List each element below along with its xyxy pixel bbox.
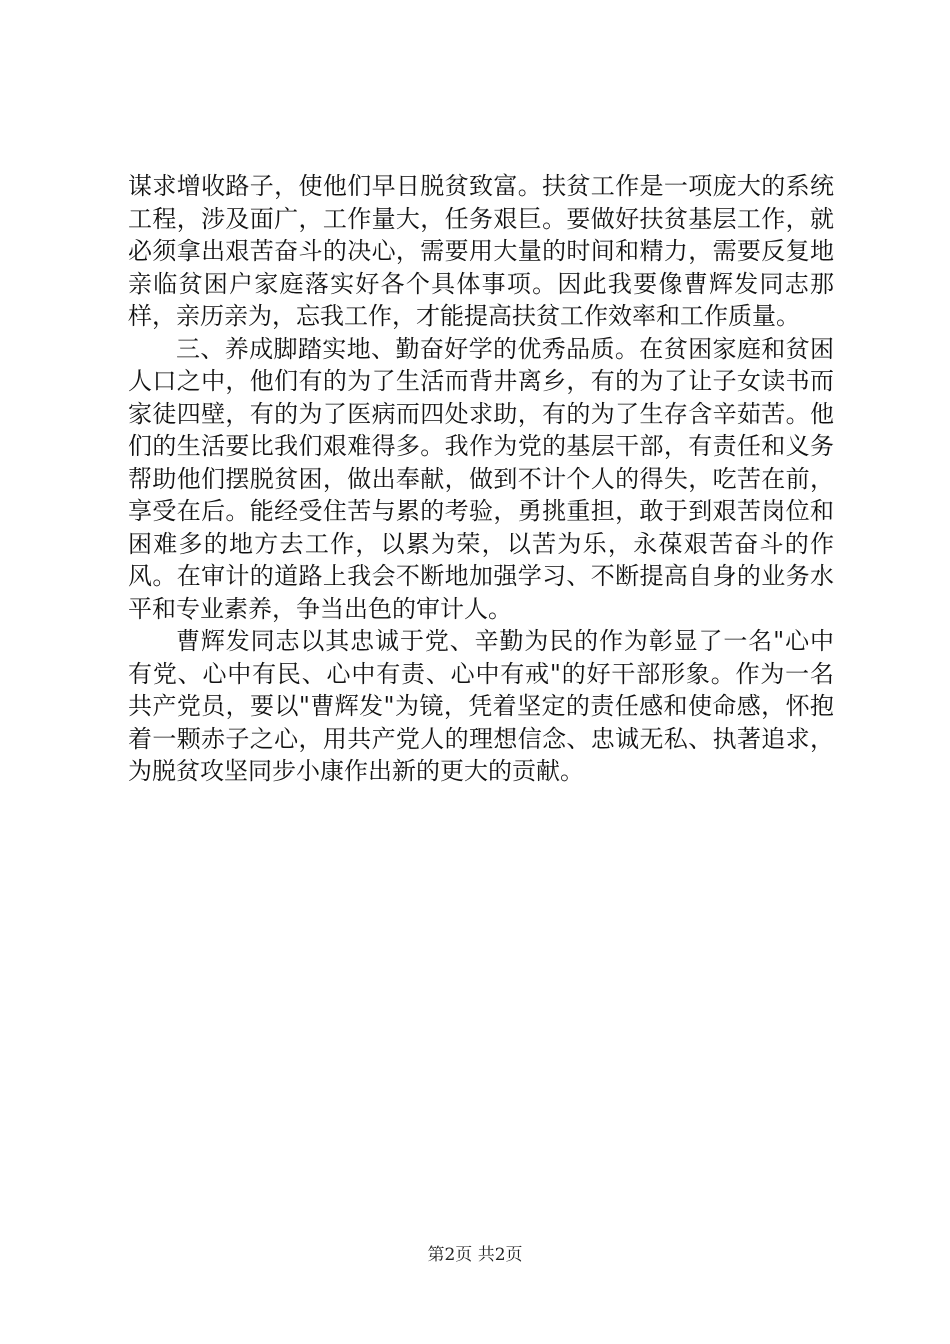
page-footer: 第2页 共2页 — [427, 1245, 523, 1265]
paragraph-continuation: 谋求增收路子，使他们早日脱贫致富。扶贫工作是一项庞大的系统工程，涉及面广，工作量大，任务艰巨。要做好扶贫基层工作，就必须拿出艰苦奋斗的决心，需要用大量的时间和精力，需要反复地亲临贫困户家庭落实好各个具体事项。因此我要像曹辉发同志那样，亲历亲为，忘我工作，才能提高扶贫工作效率和工作质量。 — [128, 172, 834, 330]
paragraph-section-three: 三、养成脚踏实地、勤奋好学的优秀品质。在贫困家庭和贫困人口之中，他们有的为了生活而背井离乡，有的为了让子女读书而家徒四壁，有的为了医病而四处求助，有的为了生存含辛茹苦。他们的生活要比我们艰难得多。我作为党的基层干部，有责任和义务帮助他们摆脱贫困，做出奉献，做到不计个人的得失，吃苦在前，享受在后。能经受住苦与累的考验，勇挑重担，敢于到艰苦岗位和困难多的地方去工作，以累为荣，以苦为乐，永葆艰苦奋斗的作风。在审计的道路上我会不断地加强学习、不断提高自身的业务水平和专业素养，争当出色的审计人。 — [128, 334, 834, 623]
document-body — [128, 170, 834, 788]
paragraph-conclusion: 曹辉发同志以其忠诚于党、辛勤为民的作为彰显了一名"心中有党、心中有民、心中有责、心中有戒"的好干部形象。作为一名共产党员，要以"曹辉发"为镜，凭着坚定的责任感和使命感，怀抱着一颗赤子之心，用共产党人的理想信念、忠诚无私、执著追求，为脱贫攻坚同步小康作出新的更大的贡献。 — [128, 627, 834, 785]
